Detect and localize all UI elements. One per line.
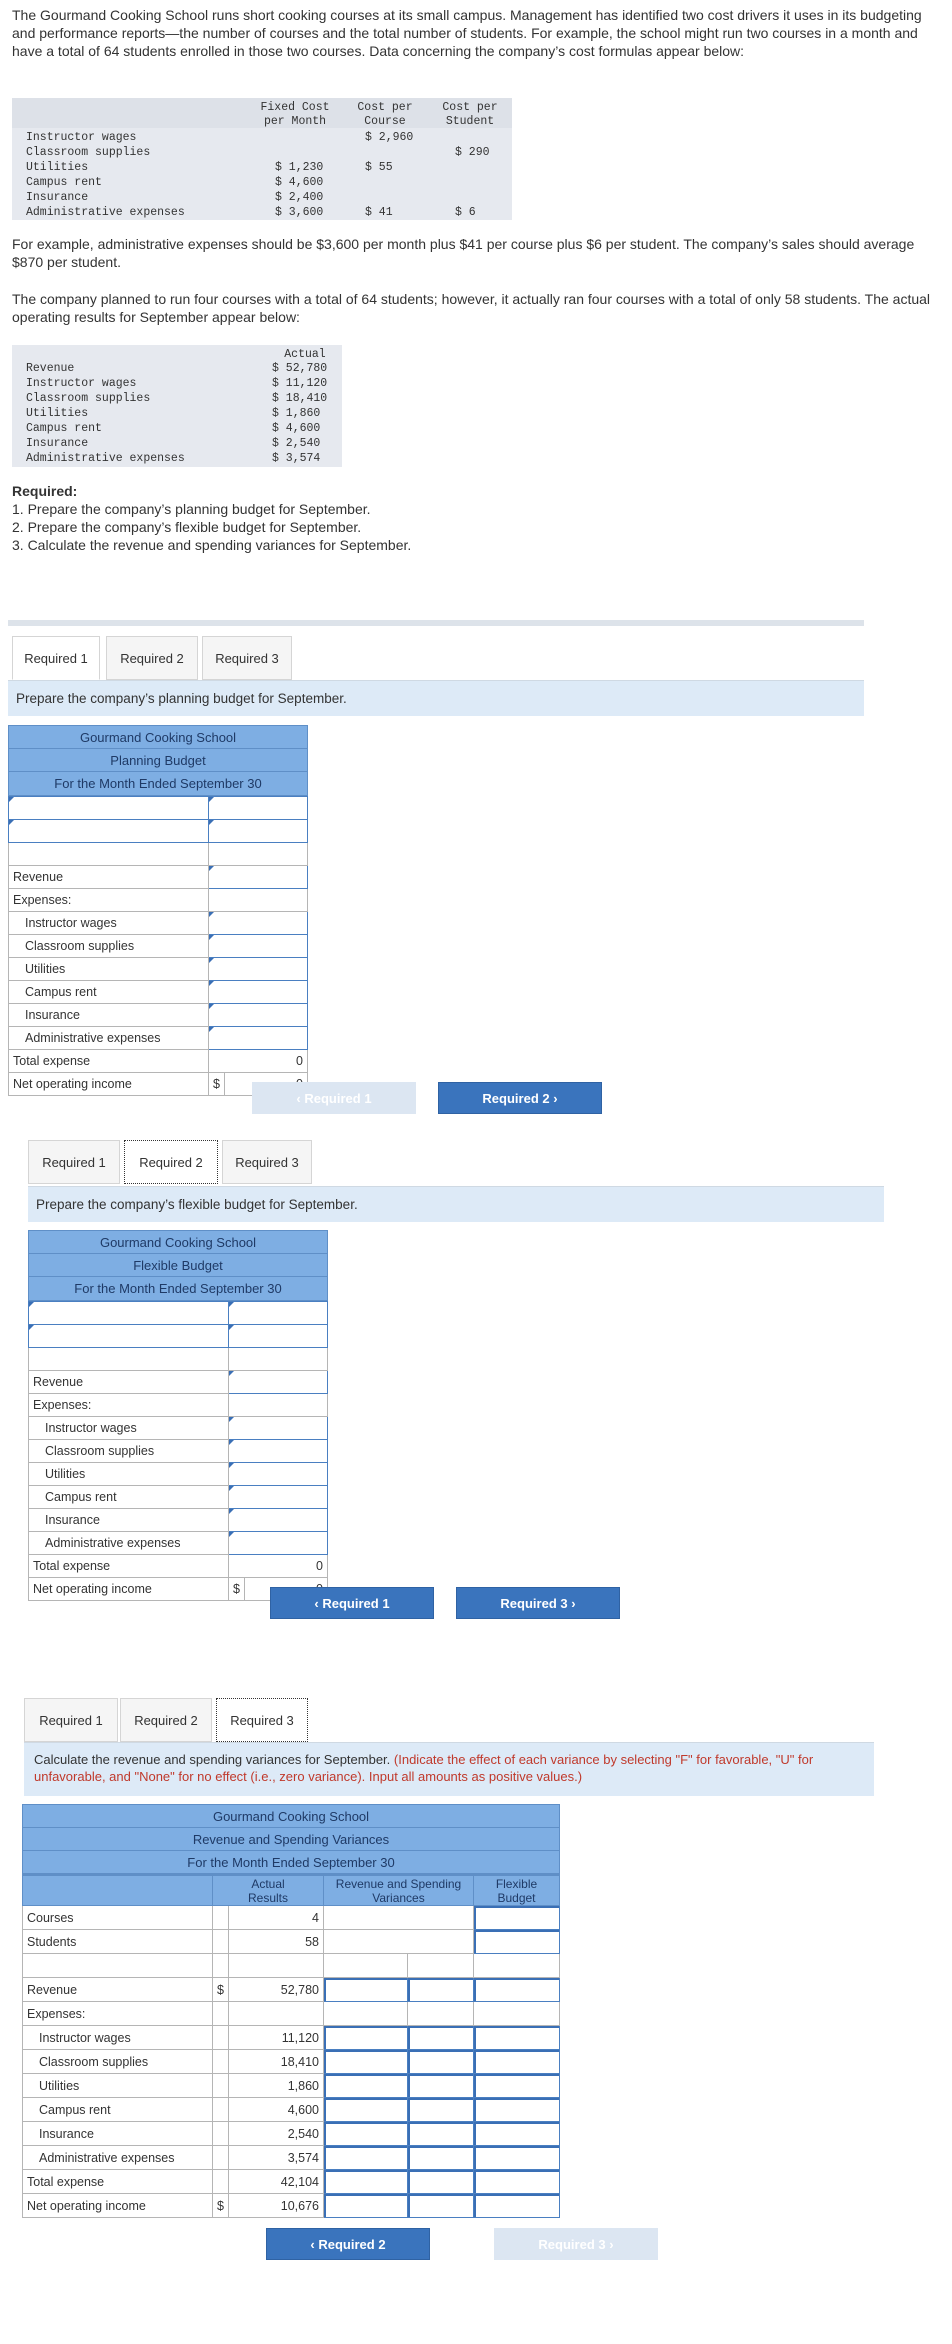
next-required-button[interactable]: Required 3 › — [494, 2228, 658, 2260]
student-cost-value — [455, 175, 515, 190]
row-label: Revenue — [29, 1371, 229, 1394]
instruction-text: Calculate the revenue and spending variances for September. — [34, 1752, 391, 1767]
prev-required-button[interactable]: ‹ Required 1 — [270, 1587, 434, 1619]
blank-cell — [213, 1954, 229, 1978]
tab-required-1[interactable]: Required 1 — [12, 636, 100, 680]
row-label: Insurance — [29, 1509, 229, 1532]
blank-cell — [229, 1394, 328, 1417]
blank-cell — [213, 1930, 229, 1954]
variance-effect-select[interactable] — [407, 2098, 473, 2122]
blank-cell — [213, 2002, 229, 2026]
row-label: Revenue — [9, 866, 209, 889]
net-operating-income-value: 10,676 — [228, 2194, 323, 2218]
flexible-budget-header — [28, 1230, 328, 1301]
student-cost-value: $ 290 — [455, 146, 490, 159]
actual-header: Actual — [284, 348, 326, 361]
tab-required-3[interactable]: Required 3 — [216, 1698, 308, 1742]
value-input[interactable] — [229, 1302, 328, 1325]
panel-divider — [8, 620, 864, 626]
course-cost-header: Cost per Course — [357, 101, 413, 128]
blank-cell — [324, 1906, 474, 1930]
amount-input[interactable] — [209, 981, 308, 1004]
row-label: Administrative expenses — [29, 1532, 229, 1555]
row-label: Total expense — [29, 1555, 229, 1578]
variance-amount-input[interactable] — [324, 2194, 408, 2218]
statement-period: For the Month Ended September 30 — [23, 1851, 559, 1874]
variance-effect-select[interactable] — [407, 2074, 473, 2098]
fixed-cost-value: $ 4,600 — [275, 176, 324, 189]
actual-row-value: $ 18,410 — [272, 392, 328, 405]
expense-label: Utilities — [23, 2074, 213, 2098]
blank-cell — [213, 1906, 229, 1930]
instruction-bar — [24, 1742, 874, 1796]
total-expense-value: 0 — [209, 1050, 308, 1073]
blank-cell — [209, 889, 308, 912]
amount-input[interactable] — [229, 1463, 328, 1486]
blank-header — [23, 1876, 213, 1906]
student-cost-value: $ 6 — [455, 206, 476, 219]
row-label: Classroom supplies — [29, 1440, 229, 1463]
amount-input[interactable] — [229, 1509, 328, 1532]
prev-required-button[interactable]: ‹ Required 2 — [266, 2228, 430, 2260]
expense-value: 18,410 — [228, 2050, 323, 2074]
statement-period: For the Month Ended September 30 — [74, 1281, 282, 1296]
blank-cell — [213, 2050, 229, 2074]
variance-amount-input[interactable] — [324, 2170, 408, 2194]
row-label: Net operating income — [9, 1073, 209, 1096]
value-input[interactable] — [209, 820, 308, 843]
blank-cell — [9, 843, 209, 866]
actual-row-label: Campus rent — [26, 422, 102, 435]
variance-effect-select[interactable] — [407, 2050, 473, 2074]
expense-value: 2,540 — [228, 2122, 323, 2146]
required-item-2: 2. Prepare the company’s flexible budget for September. — [12, 519, 362, 535]
variance-amount-input[interactable] — [324, 1978, 408, 2002]
actual-row-label: Instructor wages — [26, 377, 137, 390]
fixed-cost-value — [275, 130, 345, 145]
company-name: Gourmand Cooking School — [29, 1231, 327, 1254]
actual-row-value: $ 11,120 — [272, 377, 328, 390]
blank-cell — [29, 1348, 229, 1371]
chevron-left-icon: ‹ — [296, 1091, 305, 1106]
cost-row-label: Instructor wages — [26, 131, 137, 144]
flexible-budget-input[interactable] — [474, 1906, 560, 1930]
instruction-note: (Indicate the effect of each variance by selecting "F" for favorable, "U" for unfavorable, and "None" for no effect (i.e., zero variance). Input all amounts as positive values.) — [34, 1752, 814, 1784]
cost-row-label: Insurance — [26, 191, 89, 204]
flexible-budget-header: Flexible Budget — [474, 1876, 560, 1906]
expense-label: Classroom supplies — [23, 2050, 213, 2074]
revenue-label: Revenue — [23, 1978, 213, 2002]
actual-row-value: $ 52,780 — [272, 362, 328, 375]
actual-row-value: $ 2,540 — [272, 437, 321, 450]
blank-cell — [213, 2146, 229, 2170]
variance-table — [22, 1875, 560, 2218]
student-cost-value — [455, 190, 515, 205]
blank-cell — [407, 1954, 473, 1978]
chevron-right-icon: › — [549, 1091, 558, 1106]
row-label: Utilities — [29, 1463, 229, 1486]
planned-paragraph: The company planned to run four courses with a total of 64 students; however, it actually ran four courses with a total of only 58 students. The actual operating results for September appear below: — [12, 291, 931, 325]
amount-input[interactable] — [229, 1486, 328, 1509]
variance-effect-select[interactable] — [407, 2122, 473, 2146]
statement-title: Revenue and Spending Variances — [23, 1828, 559, 1851]
actual-results-header: Actual Results — [213, 1876, 324, 1906]
blank-cell — [474, 2002, 560, 2026]
student-cost-value — [455, 160, 515, 175]
required-heading: Required: — [12, 483, 78, 499]
variance-amount-input[interactable] — [324, 2050, 408, 2074]
tab-required-1[interactable]: Required 1 — [24, 1698, 118, 1742]
instruction-bar: Prepare the company’s flexible budget for September. — [28, 1186, 884, 1222]
tab-required-3[interactable]: Required 3 — [202, 636, 292, 680]
variance-effect-select[interactable] — [407, 2026, 473, 2050]
flexible-budget-input[interactable] — [474, 2146, 560, 2170]
blank-cell — [213, 2026, 229, 2050]
expense-label: Administrative expenses — [23, 2146, 213, 2170]
prev-required-button[interactable]: ‹ Required 1 — [252, 1082, 416, 1114]
row-label: Administrative expenses — [9, 1027, 209, 1050]
course-cost-value: $ 2,960 — [365, 131, 414, 144]
courses-label: Courses — [23, 1906, 213, 1930]
actual-row-label: Utilities — [26, 407, 89, 420]
actual-row-value: $ 4,600 — [272, 422, 321, 435]
tab-required-2[interactable]: Required 2 — [106, 636, 198, 680]
expense-label: Insurance — [23, 2122, 213, 2146]
expense-value: 1,860 — [228, 2074, 323, 2098]
variance-amount-input[interactable] — [324, 2146, 408, 2170]
chevron-right-icon: › — [605, 2237, 614, 2252]
intro-paragraph: The Gourmand Cooking School runs short cooking courses at its small campus. Management has identified two cost drivers it uses in its budgeting and performance reports—the number of courses and the total number of students. For example, the school might run two courses in a month and have a total of 64 students enrolled in those two courses. Data concerning the company’s cost formulas appear below: — [12, 7, 922, 59]
variance-header-label: Revenue and Spending Variances — [324, 1876, 474, 1906]
row-label: Expenses: — [9, 889, 209, 912]
total-expense-value: 0 — [229, 1555, 328, 1578]
row-label: Instructor wages — [29, 1417, 229, 1440]
variance-amount-input[interactable] — [324, 2074, 408, 2098]
dollar-sign: $ — [213, 1978, 229, 2002]
value-input[interactable] — [209, 797, 308, 820]
row-label: Instructor wages — [9, 912, 209, 935]
chevron-right-icon: › — [567, 1596, 576, 1611]
expense-label: Instructor wages — [23, 2026, 213, 2050]
row-label: Campus rent — [29, 1486, 229, 1509]
amount-input[interactable] — [229, 1371, 328, 1394]
dollar-sign: $ — [213, 2194, 229, 2218]
course-cost-value: $ 41 — [365, 206, 393, 219]
flexible-budget-input[interactable] — [474, 2122, 560, 2146]
blank-cell — [213, 2074, 229, 2098]
required-list — [12, 500, 411, 554]
tab-required-3[interactable]: Required 3 — [222, 1140, 312, 1184]
blank-cell — [213, 2122, 229, 2146]
expense-value: 4,600 — [228, 2098, 323, 2122]
expense-value: 3,574 — [228, 2146, 323, 2170]
flexible-budget-input[interactable] — [474, 1978, 560, 2002]
flexible-budget-input[interactable] — [474, 2194, 560, 2218]
fixed-cost-value: $ 1,230 — [275, 161, 324, 174]
statement-period: For the Month Ended September 30 — [54, 776, 262, 791]
blank-cell — [213, 2098, 229, 2122]
row-label-input[interactable] — [29, 1302, 229, 1325]
planning-budget-table — [8, 796, 308, 1096]
amount-input[interactable] — [229, 1440, 328, 1463]
course-cost-value — [365, 190, 435, 205]
cost-row-label: Administrative expenses — [26, 206, 185, 219]
course-cost-value — [365, 145, 435, 160]
flexible-budget-table — [28, 1301, 328, 1601]
blank-cell — [228, 2002, 323, 2026]
variance-amount-input[interactable] — [324, 2026, 408, 2050]
amount-input[interactable] — [209, 912, 308, 935]
cost-row-label: Classroom supplies — [26, 146, 151, 159]
dollar-sign: $ — [209, 1073, 225, 1096]
blank-cell — [228, 1954, 323, 1978]
blank-cell — [407, 2002, 473, 2026]
variance-amount-input[interactable] — [324, 2122, 408, 2146]
flexible-budget-input[interactable] — [474, 2170, 560, 2194]
variance-effect-select[interactable] — [407, 1978, 473, 2002]
instruction-bar: Prepare the company’s planning budget for September. — [8, 680, 864, 716]
fixed-cost-value: $ 3,600 — [275, 206, 324, 219]
amount-input[interactable] — [209, 866, 308, 889]
flexible-budget-input[interactable] — [474, 2074, 560, 2098]
flexible-budget-input[interactable] — [474, 2050, 560, 2074]
value-input[interactable] — [229, 1325, 328, 1348]
actual-row-label: Revenue — [26, 362, 75, 375]
actual-row-value: $ 3,574 — [272, 452, 321, 465]
variance-effect-select[interactable] — [407, 2170, 473, 2194]
students-label: Students — [23, 1930, 213, 1954]
expense-value: 11,120 — [228, 2026, 323, 2050]
row-label-input[interactable] — [9, 820, 209, 843]
tab-required-2[interactable]: Required 2 — [124, 1140, 218, 1184]
flexible-budget-input[interactable] — [474, 1930, 560, 1954]
statement-title: Flexible Budget — [29, 1254, 327, 1277]
amount-input[interactable] — [229, 1532, 328, 1555]
row-label: Expenses: — [29, 1394, 229, 1417]
row-label: Total expense — [9, 1050, 209, 1073]
company-name: Gourmand Cooking School — [9, 726, 307, 749]
next-required-button[interactable]: Required 2 › — [438, 1082, 602, 1114]
required-item-3: 3. Calculate the revenue and spending variances for September. — [12, 537, 412, 553]
student-cost-value — [455, 130, 515, 145]
row-label: Campus rent — [9, 981, 209, 1004]
example-paragraph: For example, administrative expenses should be $3,600 per month plus $41 per course plus $6 per student. The company’s sales should average $870 per student. — [12, 236, 915, 270]
variance-header — [22, 1804, 560, 1875]
amount-input[interactable] — [229, 1417, 328, 1440]
total-expense-value: 42,104 — [228, 2170, 323, 2194]
blank-cell — [324, 1930, 474, 1954]
course-cost-value: $ 55 — [365, 161, 393, 174]
fixed-cost-value: $ 2,400 — [275, 191, 324, 204]
actual-row-label: Insurance — [26, 437, 89, 450]
courses-value: 4 — [228, 1906, 323, 1930]
next-required-button[interactable]: Required 3 › — [456, 1587, 620, 1619]
row-label: Utilities — [9, 958, 209, 981]
net-operating-income-label: Net operating income — [23, 2194, 213, 2218]
dollar-sign: $ — [229, 1578, 245, 1601]
amount-input[interactable] — [209, 958, 308, 981]
variance-amount-input[interactable] — [324, 2098, 408, 2122]
total-expense-label: Total expense — [23, 2170, 213, 2194]
actual-row-value: $ 1,860 — [272, 407, 321, 420]
variance-effect-select[interactable] — [407, 2146, 473, 2170]
amount-input[interactable] — [209, 1027, 308, 1050]
revenue-value: 52,780 — [228, 1978, 323, 2002]
blank-cell — [324, 1954, 408, 1978]
blank-cell — [229, 1348, 328, 1371]
student-cost-header: Cost per Student — [442, 101, 498, 128]
fixed-cost-header: Fixed Cost per Month — [260, 101, 330, 128]
blank-cell — [324, 2002, 408, 2026]
cost-row-label: Utilities — [26, 161, 89, 174]
amount-input[interactable] — [209, 1004, 308, 1027]
row-label-input[interactable] — [29, 1325, 229, 1348]
row-label-input[interactable] — [9, 797, 209, 820]
amount-input[interactable] — [209, 935, 308, 958]
row-label: Classroom supplies — [9, 935, 209, 958]
row-label: Insurance — [9, 1004, 209, 1027]
blank-cell — [474, 1954, 560, 1978]
fixed-cost-value — [275, 145, 345, 160]
actual-row-label: Classroom supplies — [26, 392, 151, 405]
tab-required-2[interactable]: Required 2 — [120, 1698, 212, 1742]
blank-cell — [23, 1954, 213, 1978]
company-name: Gourmand Cooking School — [23, 1805, 559, 1828]
students-value: 58 — [228, 1930, 323, 1954]
statement-title: Planning Budget — [9, 749, 307, 772]
chevron-left-icon: ‹ — [314, 1596, 323, 1611]
planning-budget-header — [8, 725, 308, 796]
variance-effect-select[interactable] — [407, 2194, 473, 2218]
course-cost-value — [365, 175, 435, 190]
blank-cell — [213, 2170, 229, 2194]
expense-label: Campus rent — [23, 2098, 213, 2122]
actual-row-label: Administrative expenses — [26, 452, 185, 465]
required-item-1: 1. Prepare the company’s planning budget for September. — [12, 501, 371, 517]
row-label: Net operating income — [29, 1578, 229, 1601]
flexible-budget-input[interactable] — [474, 2026, 560, 2050]
expenses-label: Expenses: — [23, 2002, 213, 2026]
chevron-left-icon: ‹ — [310, 2237, 319, 2252]
flexible-budget-input[interactable] — [474, 2098, 560, 2122]
blank-cell — [209, 843, 308, 866]
tab-required-1[interactable]: Required 1 — [28, 1140, 120, 1184]
cost-row-label: Campus rent — [26, 176, 102, 189]
